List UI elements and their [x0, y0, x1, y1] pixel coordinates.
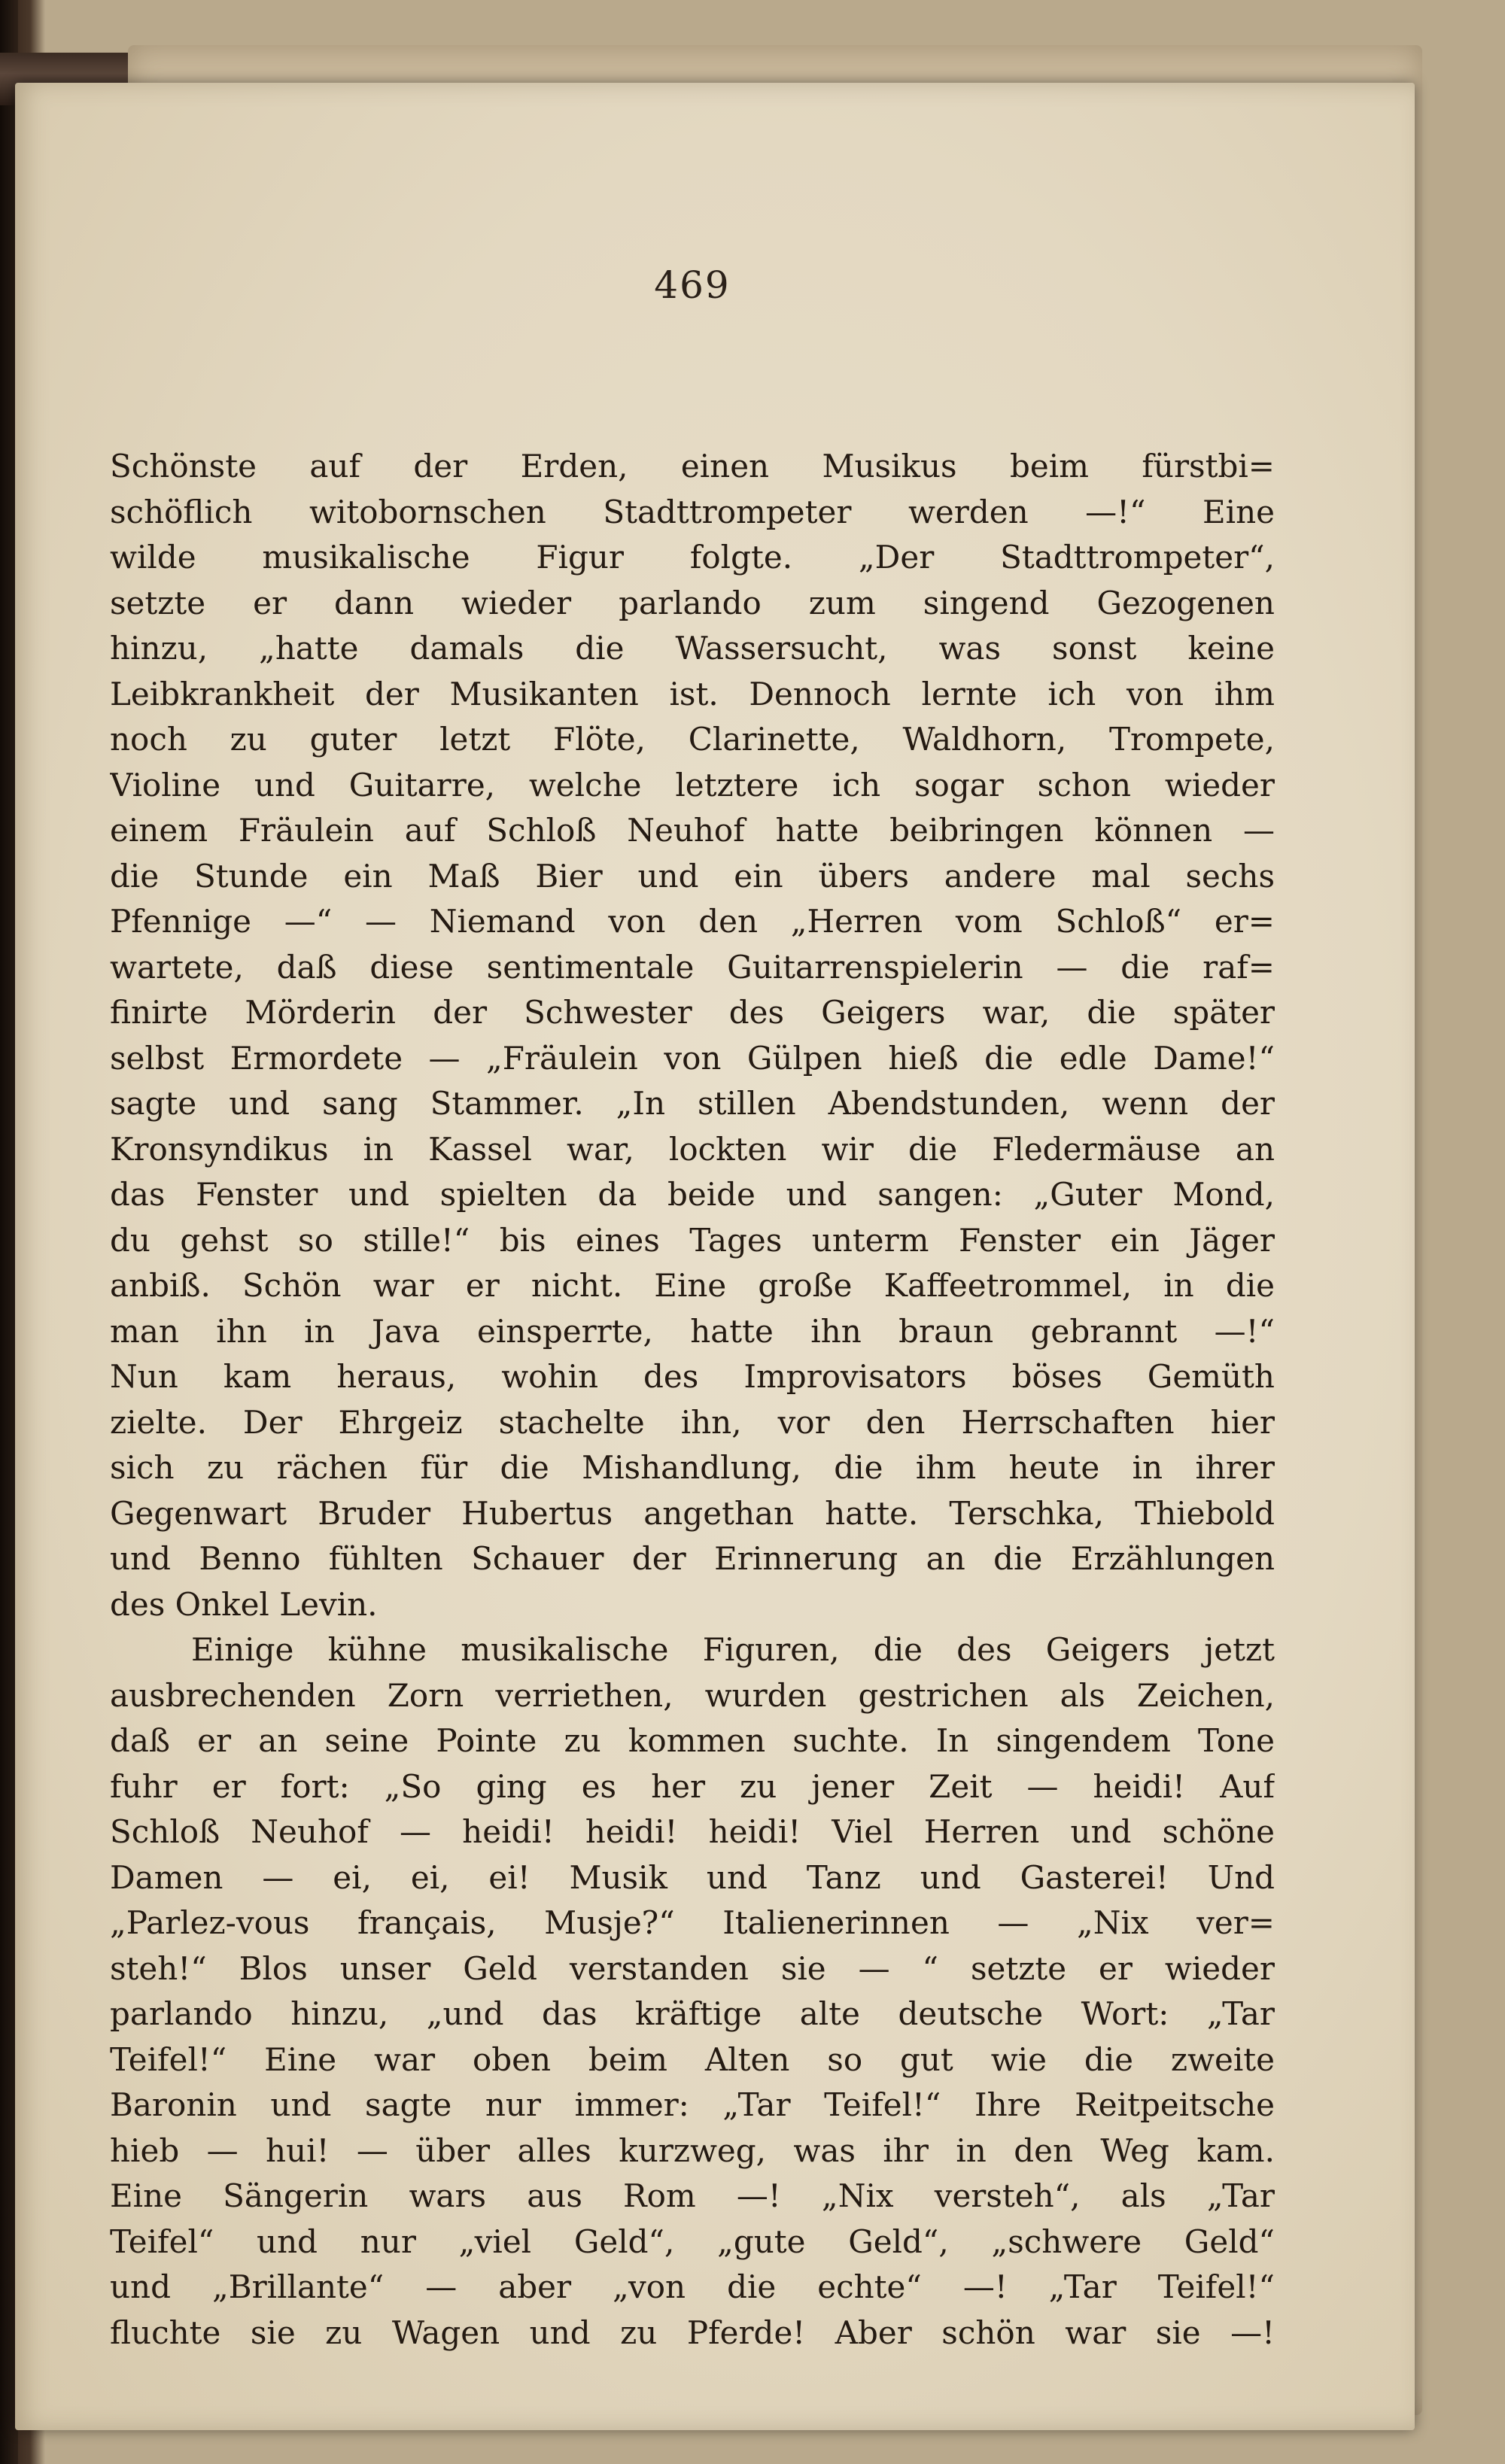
text-line: Violine und Guitarre, welche letztere ich sogar schon wieder — [110, 766, 1275, 804]
text-line: man ihn in Java einsperrte, hatte ihn braun gebrannt —!“ — [110, 1312, 1275, 1350]
text-line: einem Fräulein auf Schloß Neuhof hatte beibringen können — — [110, 812, 1275, 849]
text-line: fuhr er fort: „So ging es her zu jener Zeit — heidi! Auf — [110, 1767, 1275, 1805]
page-sheet — [15, 83, 1415, 2430]
text-line: Damen — ei, ei, ei! Musik und Tanz und Gasterei! Und — [110, 1858, 1275, 1896]
text-line: und „Brillante“ — aber „von die echte“ —! „Tar Teifel!“ — [110, 2268, 1275, 2305]
text-line: Gegenwart Bruder Hubertus angethan hatte. Terschka, Thiebold — [110, 1494, 1275, 1532]
text-line: Teifel!“ Eine war oben beim Alten so gut wie die zweite — [110, 2040, 1275, 2078]
text-line: des Onkel Levin. — [110, 1585, 378, 1623]
text-line: Leibkrankheit der Musikanten ist. Dennoch lernte ich von ihm — [110, 675, 1275, 712]
text-line: hinzu, „hatte damals die Wassersucht, was sonst keine — [110, 630, 1275, 667]
text-line: Nun kam heraus, wohin des Improvisators böses Gemüth — [110, 1358, 1275, 1395]
text-line: Pfennige —“ — Niemand von den „Herren vom Schloß“ er= — [110, 903, 1275, 940]
text-line: „Parlez-vous français, Musje?“ Italienerinnen — „Nix ver= — [110, 1904, 1275, 1941]
text-line: steh!“ Blos unser Geld verstanden sie — “ setzte er wieder — [110, 1949, 1275, 1987]
text-line: Baronin und sagte nur immer: „Tar Teifel!“ Ihre Reitpeitsche — [110, 2086, 1275, 2123]
text-line: zielte. Der Ehrgeiz stachelte ihn, vor den Herrschaften hier — [110, 1403, 1275, 1441]
body-text — [110, 444, 1275, 2356]
text-line: ausbrechenden Zorn verriethen, wurden gestrichen als Zeichen, — [110, 1676, 1275, 1714]
text-line: Teifel“ und nur „viel Geld“, „gute Geld“, „schwere Geld“ — [110, 2222, 1275, 2260]
text-line: wilde musikalische Figur folgte. „Der Stadttrompeter“, — [110, 539, 1275, 576]
text-line: Einige kühne musikalische Figuren, die des Geigers jetzt — [191, 1631, 1275, 1668]
text-line: das Fenster und spielten da beide und sangen: „Guter Mond, — [110, 1176, 1275, 1213]
text-line: sagte und sang Stammer. „In stillen Abendstunden, wenn der — [110, 1085, 1275, 1122]
text-line: sich zu rächen für die Mishandlung, die ihm heute in ihrer — [110, 1449, 1275, 1486]
text-line: finirte Mörderin der Schwester des Geigers war, die später — [110, 994, 1275, 1031]
text-line: wartete, daß diese sentimentale Guitarrenspielerin — die raf= — [110, 948, 1275, 986]
text-line: anbiß. Schön war er nicht. Eine große Kaffeetrommel, in die — [110, 1267, 1275, 1304]
text-line: setzte er dann wieder parlando zum singend Gezogenen — [110, 584, 1275, 621]
text-line: selbst Ermordete — „Fräulein von Gülpen hieß die edle Dame!“ — [110, 1039, 1275, 1077]
text-line: die Stunde ein Maß Bier und ein übers andere mal sechs — [110, 857, 1275, 895]
text-line: daß er an seine Pointe zu kommen suchte. In singendem Tone — [110, 1722, 1275, 1759]
text-line: noch zu guter letzt Flöte, Clarinette, Waldhorn, Trompete, — [110, 721, 1275, 758]
text-line: schöflich witobornschen Stadttrompeter werden —!“ Eine — [110, 493, 1275, 530]
text-line: Schönste auf der Erden, einen Musikus beim fürstbi= — [110, 448, 1275, 485]
text-line: fluchte sie zu Wagen und zu Pferde! Aber schön war sie —! — [110, 2314, 1275, 2351]
text-line: Schloß Neuhof — heidi! heidi! heidi! Viel Herren und schöne — [110, 1813, 1275, 1850]
text-line: Kronsyndikus in Kassel war, lockten wir die Fledermäuse an — [110, 1130, 1275, 1168]
text-line: hieb — hui! — über alles kurzweg, was ihr in den Weg kam. — [110, 2131, 1275, 2169]
text-line: du gehst so stille!“ bis eines Tages unterm Fenster ein Jäger — [110, 1221, 1275, 1259]
text-line: und Benno fühlten Schauer der Erinnerung an die Erzählungen — [110, 1540, 1275, 1577]
page-number: 469 — [654, 263, 731, 307]
text-line: parlando hinzu, „und das kräftige alte deutsche Wort: „Tar — [110, 1995, 1275, 2032]
text-line: Eine Sängerin wars aus Rom —! „Nix versteh“, als „Tar — [110, 2177, 1275, 2214]
